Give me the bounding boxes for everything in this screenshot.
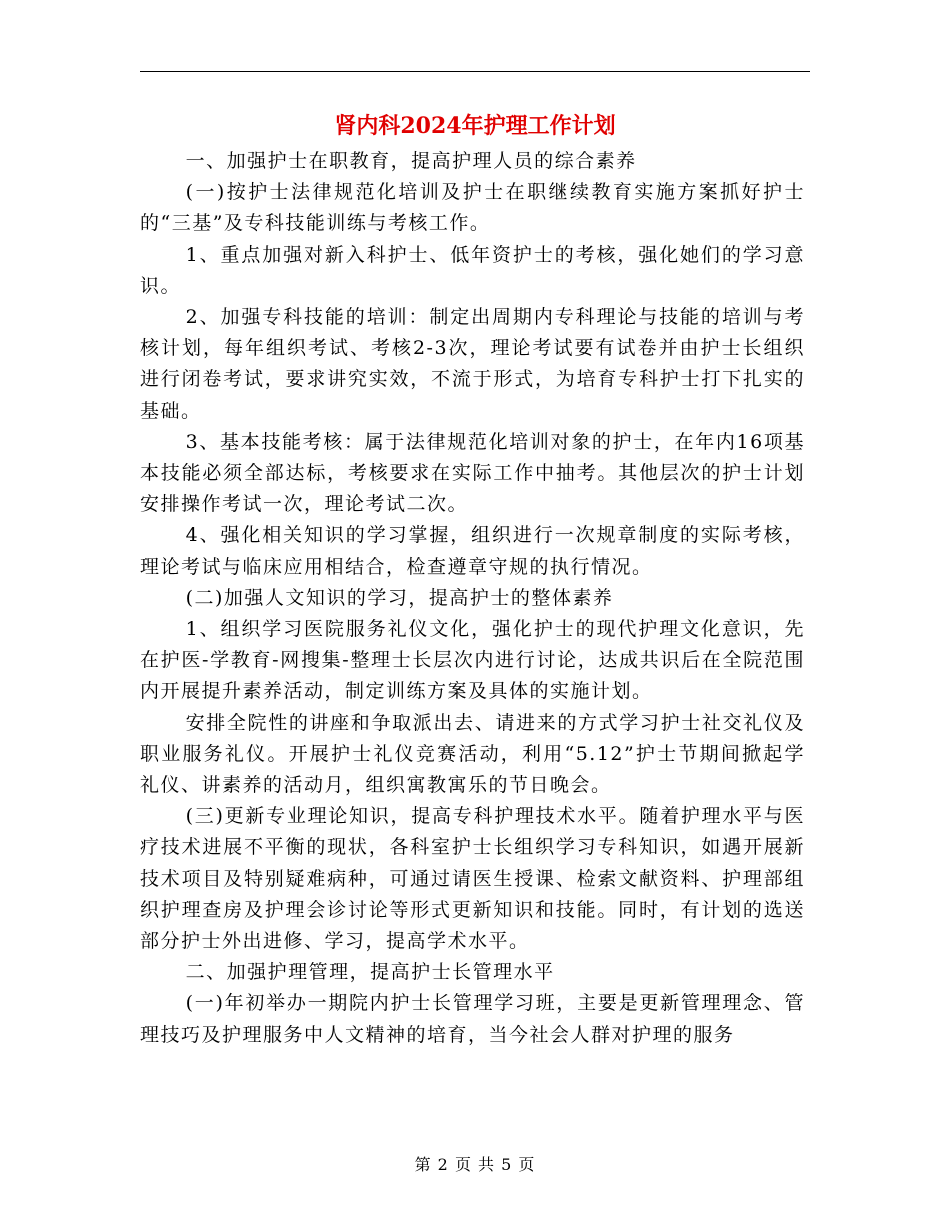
footer-prefix: 第	[414, 1155, 432, 1174]
document-body	[140, 146, 805, 1051]
body-paragraph: 3、基本技能考核：属于法律规范化培训对象的护士，在年内16项基本技能必须全部达标，考核要求在实际工作中抽考。其他层次的护士计划安排操作考试一次，理论考试二次。	[140, 430, 805, 516]
section-heading: 二、加强护理管理，提高护士长管理水平	[185, 961, 555, 984]
body-paragraph: 安排全院性的讲座和争取派出去、请进来的方式学习护士社交礼仪及职业服务礼仪。开展护士礼仪竞赛活动，利用“5.12”护士节期间掀起学礼仪、讲素养的活动月，组织寓教寓乐的节日晚会。	[140, 711, 805, 797]
footer-suffix: 页	[518, 1155, 536, 1174]
body-paragraph: 1、重点加强对新入科护士、低年资护士的考核，强化她们的学习意识。	[140, 243, 805, 297]
body-paragraph: (一)年初举办一期院内护士长管理学习班，主要是更新管理理念、管理技巧及护理服务中人文精神的培育，当今社会人群对护理的服务	[140, 992, 805, 1046]
body-paragraph: (一)按护士法律规范化培训及护士在职继续教育实施方案抓好护士的“三基”及专科技能训练与考核工作。	[140, 181, 805, 235]
page-footer	[0, 1153, 950, 1177]
footer-total-pages: 5	[501, 1155, 513, 1174]
header-rule	[140, 71, 810, 72]
footer-page-number: 2	[437, 1155, 449, 1174]
section-heading: 一、加强护士在职教育，提高护理人员的综合素养	[185, 150, 637, 172]
body-paragraph: 2、加强专科技能的培训：制定出周期内专科理论与技能的培训与考核计划，每年组织考试、考核2-3次，理论考试要有试卷并由护士长组织进行闭卷考试，要求讲究实效，不流于形式，为培育专科护士打下扎实的基础。	[140, 306, 805, 422]
subsection-heading: (二)加强人文知识的学习，提高护士的整体素养	[185, 586, 614, 609]
body-paragraph: 1、组织学习医院服务礼仪文化，强化护士的现代护理文化意识，先在护医-学教育-网搜集-整理士长层次内进行讨论，达成共识后在全院范围内开展提升素养活动，制定训练方案及具体的实施计划。	[140, 618, 805, 703]
document-title: 肾内科2024年护理工作计划	[334, 113, 616, 139]
footer-middle: 页 共	[454, 1155, 496, 1174]
body-paragraph: 4、强化相关知识的学习掌握，组织进行一次规章制度的实际考核，理论考试与临床应用相结合，检查遵章守规的执行情况。	[140, 524, 805, 578]
body-paragraph: (三)更新专业理论知识，提高专科护理技术水平。随着护理水平与医疗技术进展不平衡的现状，各科室护士长组织学习专科知识，如遇开展新技术项目及特别疑难病种，可通过请医生授课、检索文献资料、护理部组织护理查房及护理会诊讨论等形式更新知识和技能。同时，有计划的选送部分护士外出进修、学习，提高学术水平。	[140, 805, 805, 953]
